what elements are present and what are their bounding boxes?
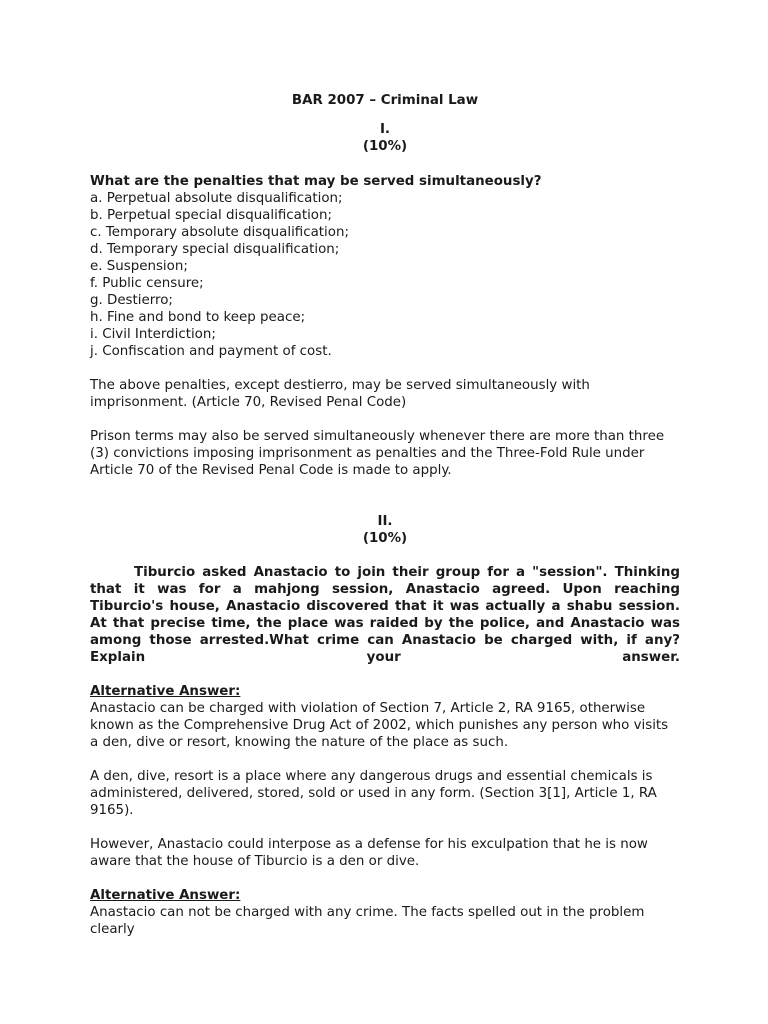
question-2-text: Tiburcio asked Anastacio to join their group for a "session". Thinking that it was for a mahjong session, Anastacio agreed. Upon reaching Tiburcio's house, Anastacio discovered that it was actually a shabu session. At that precise time, the place was raided by the police, and Anastacio was among those arrested.What crime can Anastacio be charged with, if any? Explain your answer. xyxy=(90,565,680,665)
list-item: b. Perpetual special disqualification; xyxy=(90,208,332,223)
question-2-points: (10%) xyxy=(362,531,408,546)
list-item: g. Destierro; xyxy=(90,293,173,308)
question-1-text: What are the penalties that may be served simultaneously? xyxy=(90,174,542,189)
question-1-number: I. xyxy=(379,122,391,137)
answer-1-paragraph-1: The above penalties, except destierro, may be served simultaneously with imprisonment. (Article 70, Revised Penal Code) xyxy=(90,378,590,410)
answer-1-paragraph-2: Prison terms may also be served simultaneously whenever there are more than three (3) convictions imposing imprisonment as penalties and the Three-Fold Rule under Article 70 of the Revised Penal Code is made to apply. xyxy=(90,429,665,478)
list-item: j. Confiscation and payment of cost. xyxy=(90,344,332,359)
list-item: d. Temporary special disqualification; xyxy=(90,242,340,257)
question-2-number: II. xyxy=(377,514,393,529)
question-1-points: (10%) xyxy=(362,139,408,154)
alternative-answer-1-heading: Alternative Answer: xyxy=(90,684,241,699)
list-item: c. Temporary absolute disqualification; xyxy=(90,225,349,240)
alternative-answer-1-paragraph-3: However, Anastacio could interpose as a defense for his exculpation that he is now aware that the house of Tiburcio is a den or dive. xyxy=(90,837,648,869)
alternative-answer-1-paragraph-2: A den, dive, resort is a place where any dangerous drugs and essential chemicals is administered, delivered, stored, sold or used in any form. (Section 3[1], Article 1, RA 9165). xyxy=(90,769,657,818)
document-title: BAR 2007 – Criminal Law xyxy=(291,93,479,108)
list-item: a. Perpetual absolute disqualification; xyxy=(90,191,343,206)
penalties-list xyxy=(90,190,680,360)
list-item: f. Public censure; xyxy=(90,276,204,291)
list-item: e. Suspension; xyxy=(90,259,188,274)
alternative-answer-2-paragraph-1: Anastacio can not be charged with any crime. The facts spelled out in the problem clearly xyxy=(90,905,645,937)
document-content xyxy=(90,92,680,938)
list-item: h. Fine and bond to keep peace; xyxy=(90,310,306,325)
alternative-answer-1-paragraph-1: Anastacio can be charged with violation of Section 7, Article 2, RA 9165, otherwise known as the Comprehensive Drug Act of 2002, which punishes any person who visits a den, dive or resort, knowing the nature of the place as such. xyxy=(90,701,669,750)
alternative-answer-2-heading: Alternative Answer: xyxy=(90,888,241,903)
list-item: i. Civil Interdiction; xyxy=(90,327,216,342)
